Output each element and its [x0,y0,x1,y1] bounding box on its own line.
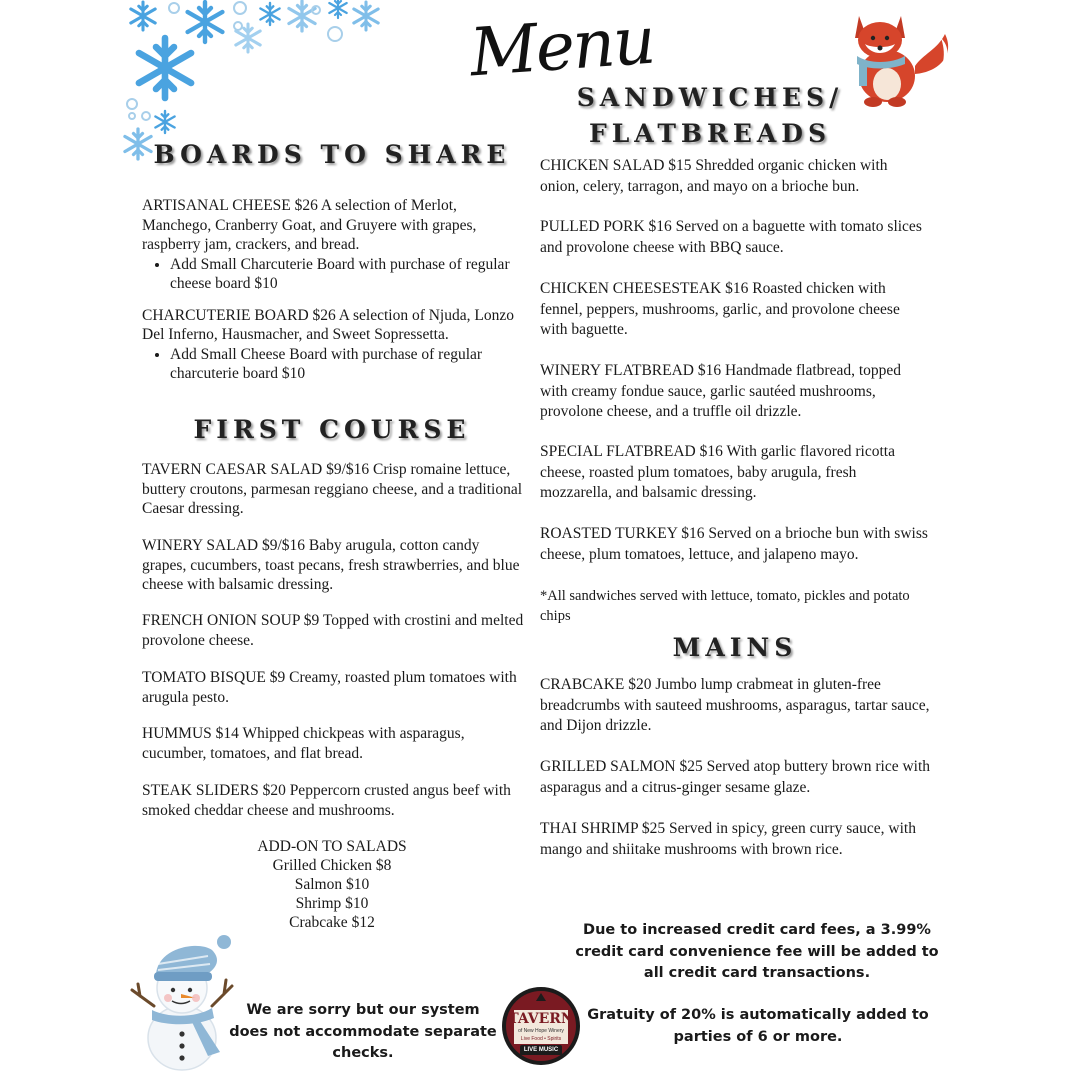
sandwiches-heading-line1: SANDWICHES/ [576,83,844,112]
menu-item: STEAK SLIDERS $20 Peppercorn crusted angus beef with smoked cheddar cheese and mushrooms. [142,782,511,819]
separate-checks-notice: We are sorry but our system does not accommodate separate checks. [229,1002,497,1061]
sandwiches-note: *All sandwiches served with lettuce, tomato, pickles and potato chips [540,588,910,624]
menu-item-charcuterie-board: CHARCUTERIE BOARD $26 A selection of Njuda, Lonzo Del Inferno, Hausmacher, and Sweet Sopressetta. [142,306,514,343]
snowflake-icon [188,2,223,42]
snowflake-icon [155,111,174,133]
addon-item: Crabcake $12 [289,914,375,931]
menu-item-artisanal-cheese: ARTISANAL CHEESE $26 A selection of Merlot, Manchego, Cranberry Goat, and Gruyere with grapes, raspberry jam, crackers, and bread. [142,197,477,253]
logo-subtitle: of New Hope Winery [518,1028,564,1034]
menu-item: CHICKEN SALAD $15 Shredded organic chicken with onion, celery, tarragon, and mayo on a brioche bun. [540,157,888,195]
snowflake-icon [289,1,315,31]
tavern-logo [500,985,582,1067]
menu-item: SPECIAL FLATBREAD $16 With garlic flavored ricotta cheese, roasted plum tomatoes, baby arugula, fresh mozzarella, and balsamic dressing. [540,443,895,501]
menu-item: FRENCH ONION SOUP $9 Topped with crostini and melted provolone cheese. [142,612,524,649]
menu-item: GRILLED SALMON $25 Served atop buttery brown rice with asparagus and a citrus-ginger sesame glaze. [540,758,931,796]
snowflake-icon [354,2,378,30]
logo-music-label: LIVE MUSIC [523,1047,559,1053]
snowflake-icon [236,24,260,52]
addon-cheese-note: • Add Small Cheese Board with purchase of regular charcuterie board $10 [170,345,527,384]
addon-item: Shrimp $10 [295,895,369,912]
section-heading-mains: MAINS [672,633,798,662]
menu-title: Menu [467,1,657,92]
snowflake-icon [139,38,191,98]
sandwiches-heading-line2: FLATBREADS [588,119,832,148]
menu-item: CHICKEN CHEESESTEAK $16 Roasted chicken with fennel, peppers, mushrooms, garlic, and provolone cheese with baguette. [540,280,900,338]
snowflake-icon [131,2,155,30]
salad-addons [182,837,482,932]
section-heading-sandwiches [540,80,880,152]
snowman-icon [128,934,238,1074]
addon-item: Grilled Chicken $8 [272,857,392,874]
addon-charcuterie-note: • Add Small Charcuterie Board with purchase of regular cheese board $10 [170,255,527,294]
menu-item: TOMATO BISQUE $9 Creamy, roasted plum tomatoes with arugula pesto. [142,669,517,706]
gratuity-notice: Gratuity of 20% is automatically added to parties of 6 or more. [587,1007,929,1045]
credit-fee-notice: Due to increased credit card fees, a 3.99% credit card convenience fee will be added to all credit card transactions. [575,922,939,981]
logo-tagline: Live Food • Spirits [520,1036,562,1042]
addon-heading: ADD-ON TO SALADS [257,838,407,855]
menu-item: WINERY SALAD $9/$16 Baby arugula, cotton candy grapes, cucumbers, toast pecans, fresh strawberries, and blue cheese with balsamic dressing. [142,537,520,593]
menu-item: CRABCAKE $20 Jumbo lump crabmeat in gluten-free breadcrumbs with sauteed mushrooms, asparagus, tartar sauce, and Dijon drizzle. [540,676,930,734]
menu-item: WINERY FLATBREAD $16 Handmade flatbread, topped with creamy fondue sauce, garlic sautéed mushrooms, provolone cheese, and a truffle oil drizzle. [540,362,902,420]
logo-name: TAVERN [508,1011,574,1027]
menu-item: PULLED PORK $16 Served on a baguette with tomato slices and provolone cheese with BBQ sauce. [540,218,922,256]
menu-item: THAI SHRIMP $25 Served in spicy, green curry sauce, with mango and shiitake mushrooms with brown rice. [540,820,916,858]
menu-item: HUMMUS $14 Whipped chickpeas with asparagus, cucumber, tomatoes, and flat bread. [142,725,465,762]
addon-item: Salmon $10 [294,876,370,893]
section-heading-first-course: FIRST COURSE [193,415,471,444]
snowflake-icon [329,0,346,18]
menu-item: ROASTED TURKEY $16 Served on a brioche bun with swiss cheese, plum tomatoes, lettuce, and jalapeno mayo. [540,525,928,563]
menu-item: TAVERN CAESAR SALAD $9/$16 Crisp romaine lettuce, buttery croutons, parmesan reggiano cheese, and a traditional Caesar dressing. [142,461,523,517]
section-heading-boards: BOARDS TO SHARE [153,140,511,169]
snowflake-icon [260,3,279,25]
boards-section [142,196,527,384]
